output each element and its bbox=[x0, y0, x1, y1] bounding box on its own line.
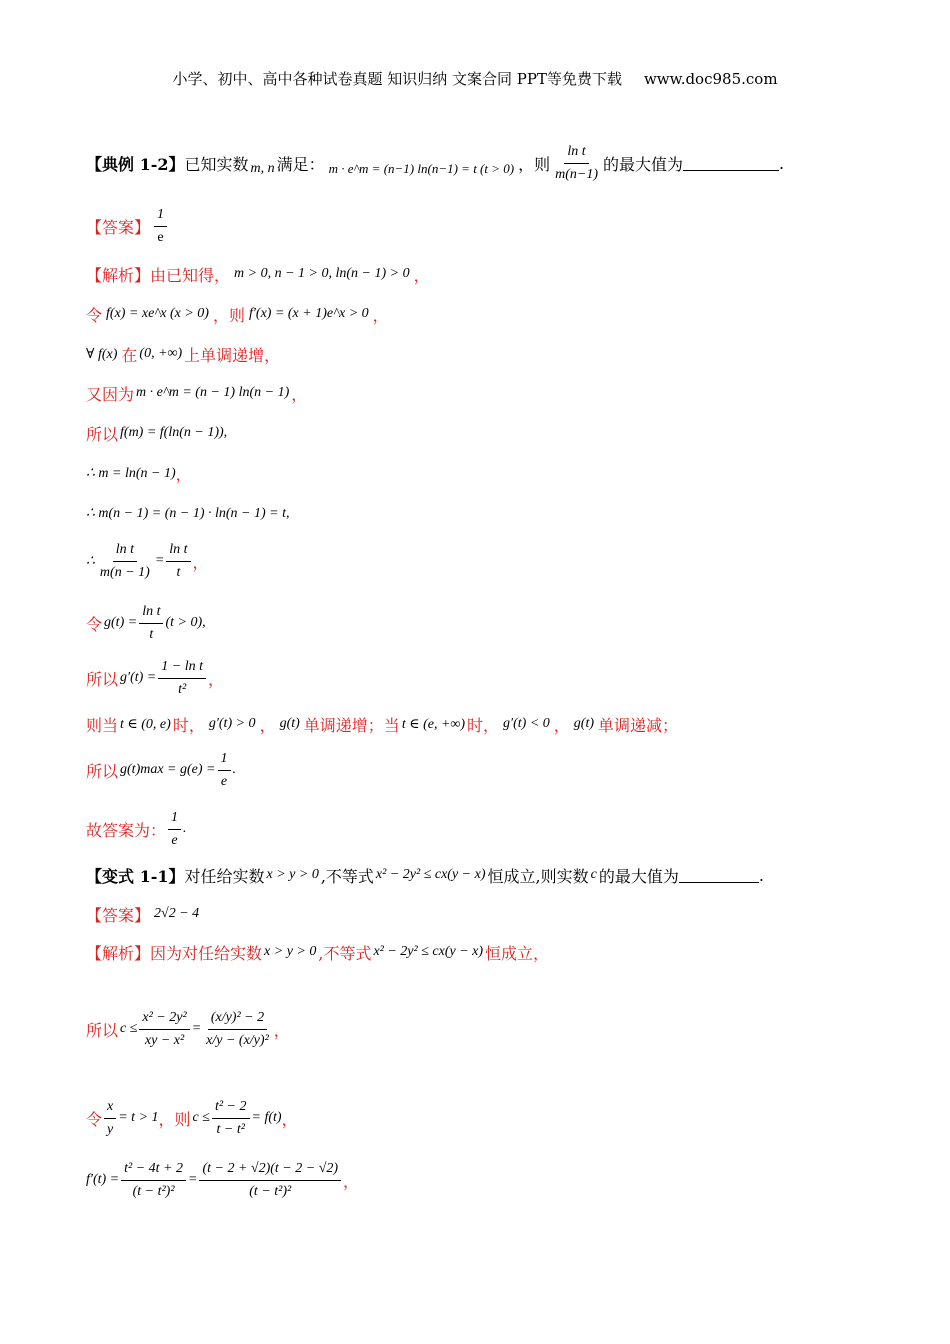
variant-tag: 【变式 1-1】 bbox=[86, 866, 185, 886]
text-span: 所以 bbox=[86, 669, 119, 689]
text-span: m(n−1) bbox=[555, 166, 598, 182]
solution-line-1 bbox=[86, 262, 430, 286]
text-span: xy − x² bbox=[144, 1032, 185, 1048]
text-span: e bbox=[220, 773, 228, 789]
text-span: ∀ f(x) bbox=[86, 346, 118, 362]
example-text: 已知实数 bbox=[184, 154, 249, 174]
solution-11-line-1 bbox=[86, 940, 549, 964]
text-span: 单调递增；当 bbox=[303, 715, 400, 735]
text-span: 令 bbox=[86, 305, 103, 325]
text-span: t ∈ (0, e) bbox=[120, 716, 171, 732]
text-span: = bbox=[191, 1021, 202, 1036]
text-span: ， bbox=[207, 669, 224, 689]
text-span: = bbox=[154, 553, 165, 568]
solution-11-line-3 bbox=[86, 1095, 298, 1141]
solution-line-12 bbox=[86, 747, 236, 793]
answer-value: 2√2 − 4 bbox=[154, 906, 200, 921]
fraction bbox=[199, 1160, 341, 1201]
example-tag: 【典例 1-2】 bbox=[86, 154, 185, 174]
answer-blank bbox=[683, 156, 779, 171]
solution-line-7 bbox=[86, 501, 290, 525]
text-span: ln t bbox=[564, 143, 588, 164]
text-span: t² − 4t + 2 bbox=[121, 1160, 186, 1181]
text-span: ， bbox=[372, 305, 389, 325]
text-span: 在 bbox=[121, 345, 138, 365]
text-span: ,不等式 bbox=[318, 943, 372, 963]
text-span: 故答案为： bbox=[86, 820, 167, 840]
text-span: ，则 bbox=[212, 305, 245, 325]
solution-line-11 bbox=[86, 712, 678, 736]
text-span: 由已知得， bbox=[150, 265, 231, 285]
text-span: ， bbox=[291, 384, 308, 404]
text-span: g(t) bbox=[573, 716, 595, 731]
text-span: g′(t) < 0 bbox=[503, 716, 550, 731]
text-span: e bbox=[171, 832, 178, 848]
text-span: (0, +∞) bbox=[139, 346, 183, 361]
text-span: 1 bbox=[168, 809, 181, 830]
answer-tag: 【答案】 bbox=[86, 217, 151, 237]
text-span: (t − t²)² bbox=[249, 1183, 292, 1199]
text-span: 【解析】 bbox=[86, 943, 151, 963]
text-span: 单调递减； bbox=[598, 715, 679, 735]
text-span: x² − 2y² ≤ cx(y − x) bbox=[375, 867, 486, 882]
text-span: m > 0, n − 1 > 0, ln(n − 1) > 0 bbox=[234, 266, 410, 281]
text-span: ,不等式 bbox=[320, 866, 374, 886]
text-span: f(x) = xe^x (x > 0) bbox=[106, 306, 209, 321]
text-span: = f(t) bbox=[251, 1110, 282, 1125]
text-span: 1 bbox=[154, 206, 167, 227]
text-span: ∴ bbox=[86, 553, 95, 569]
text-span: t bbox=[149, 626, 154, 642]
text-span: . bbox=[758, 865, 764, 885]
solution-line-4 bbox=[86, 381, 307, 405]
text-span: . bbox=[232, 762, 236, 777]
example-text: 的最大值为 bbox=[603, 154, 684, 174]
text-span: ， bbox=[259, 715, 276, 735]
text-span: (t > 0), bbox=[165, 615, 206, 630]
fraction bbox=[97, 541, 153, 582]
text-span: = bbox=[188, 1172, 198, 1187]
example-fraction bbox=[552, 143, 601, 184]
text-span: 时， bbox=[172, 715, 205, 735]
fraction bbox=[121, 1160, 186, 1201]
text-span: ， bbox=[343, 1171, 360, 1191]
text-span: ln t bbox=[113, 541, 137, 562]
solution-11-line-2 bbox=[86, 985, 290, 1073]
text-span: 1 − ln t bbox=[158, 658, 206, 679]
text-span: ∴ m(n − 1) = (n − 1) · ln(n − 1) = t, bbox=[86, 505, 290, 521]
text-span: ， bbox=[192, 552, 209, 572]
solution-line-6 bbox=[86, 461, 192, 485]
text-span: m · e^m = (n − 1) ln(n − 1) bbox=[136, 385, 290, 400]
fraction bbox=[166, 541, 190, 582]
text-span: y bbox=[107, 1121, 114, 1137]
text-span: x/y − (x/y)² bbox=[206, 1032, 269, 1048]
text-span: (t − t²)² bbox=[132, 1183, 175, 1199]
example-text: ，则 bbox=[518, 154, 551, 174]
text-span: (x/y)² − 2 bbox=[208, 1009, 267, 1030]
text-span: (t − 2 + √2)(t − 2 − √2) bbox=[199, 1160, 341, 1181]
fraction bbox=[104, 1098, 116, 1139]
text-span: t bbox=[176, 564, 181, 580]
solution-line-8 bbox=[86, 538, 209, 584]
solution-11-line-4 bbox=[86, 1155, 359, 1205]
fraction bbox=[158, 658, 206, 699]
text-span: 上单调递增， bbox=[184, 345, 281, 365]
text-span: ， bbox=[273, 1020, 290, 1040]
header-text: 小学、初中、高中各种试卷真题 知识归纳 文案合同 PPT等免费下载 bbox=[172, 70, 622, 88]
text-span: ln t bbox=[166, 541, 190, 562]
solution-line-2 bbox=[86, 302, 389, 326]
solution-line-13 bbox=[86, 806, 187, 852]
answer-tag: 【答案】 bbox=[86, 905, 151, 925]
solution-line-5 bbox=[86, 421, 229, 445]
text-span: 时， bbox=[467, 715, 500, 735]
text-span: 因为对任给实数 bbox=[150, 943, 263, 963]
text-span: 令 bbox=[86, 1109, 103, 1129]
text-span: t² − 2 bbox=[212, 1098, 250, 1119]
fraction bbox=[168, 809, 181, 850]
text-span: f′(t) = bbox=[86, 1172, 120, 1187]
text-span: 恒成立， bbox=[485, 943, 550, 963]
text-span: 令 bbox=[86, 614, 103, 634]
text-span: g(t) bbox=[279, 716, 300, 731]
fraction bbox=[203, 1009, 272, 1050]
text-span: c ≤ bbox=[192, 1110, 210, 1125]
text-span: 所以 bbox=[86, 424, 119, 444]
fraction bbox=[218, 750, 231, 791]
example-text: 满足： bbox=[276, 154, 325, 174]
text-span: 所以 bbox=[86, 1020, 119, 1040]
text-span: ， bbox=[553, 715, 570, 735]
text-span: x² − 2y² ≤ cx(y − x) bbox=[373, 944, 484, 959]
text-span: ln t bbox=[139, 603, 163, 624]
text-span: g(t) = bbox=[104, 615, 138, 630]
text-span: 对任给实数 bbox=[184, 866, 265, 886]
text-span: c bbox=[590, 867, 597, 882]
text-span: ， bbox=[281, 1109, 298, 1129]
fraction bbox=[212, 1098, 250, 1139]
text-span: ， bbox=[413, 265, 430, 285]
text-span: x² − 2y² bbox=[139, 1009, 189, 1030]
text-span: x bbox=[104, 1098, 116, 1119]
variant-1-1 bbox=[86, 863, 764, 887]
text-span: = t > 1 bbox=[118, 1110, 159, 1125]
text-span: e bbox=[157, 229, 164, 245]
text-span: t − t² bbox=[216, 1121, 245, 1137]
fraction bbox=[139, 1009, 189, 1050]
answer-1-2 bbox=[86, 205, 169, 247]
text-span: t² bbox=[178, 681, 187, 697]
answer-fraction bbox=[154, 206, 167, 247]
text-span: 1 bbox=[218, 750, 231, 771]
text-span: 又因为 bbox=[86, 384, 135, 404]
text-span: m(n − 1) bbox=[99, 564, 150, 580]
text-span: ∴ m = ln(n − 1) bbox=[86, 465, 176, 481]
text-span: ，则 bbox=[158, 1109, 191, 1129]
text-span: g′(t) > 0 bbox=[208, 716, 256, 731]
text-span: 则当 bbox=[86, 715, 119, 735]
text-span: f′(x) = (x + 1)e^x > 0 bbox=[248, 306, 369, 321]
solution-line-9 bbox=[86, 600, 206, 646]
answer-1-1 bbox=[86, 902, 199, 926]
text-span: ， bbox=[175, 464, 192, 484]
text-span: g′(t) = bbox=[120, 670, 157, 685]
header-site: www.doc985.com bbox=[643, 69, 778, 88]
text-span: f(m) = f(ln(n − 1)), bbox=[120, 425, 228, 440]
page-header bbox=[0, 68, 950, 89]
text-span: 所以 bbox=[86, 761, 119, 781]
text-span: 恒成立,则实数 bbox=[487, 866, 589, 886]
solution-line-3 bbox=[86, 342, 280, 366]
example-vars: m, n bbox=[250, 161, 275, 176]
example-1-2 bbox=[86, 142, 784, 184]
text-span: x > y > 0 bbox=[264, 944, 317, 959]
answer-blank bbox=[679, 868, 759, 883]
period: . bbox=[779, 153, 785, 173]
text-span: c ≤ bbox=[120, 1021, 138, 1036]
text-span: t ∈ (e, +∞) bbox=[401, 716, 466, 732]
text-span: x > y > 0 bbox=[266, 867, 319, 882]
solution-line-10 bbox=[86, 655, 224, 701]
example-condition: m · e^m = (n−1) ln(n−1) = t (t > 0) bbox=[328, 161, 515, 176]
text-span: 【解析】 bbox=[86, 265, 151, 285]
fraction bbox=[139, 603, 163, 644]
text-span: . bbox=[183, 821, 187, 836]
text-span: g(t)max = g(e) = bbox=[120, 762, 216, 777]
text-span: 的最大值为 bbox=[598, 866, 679, 886]
